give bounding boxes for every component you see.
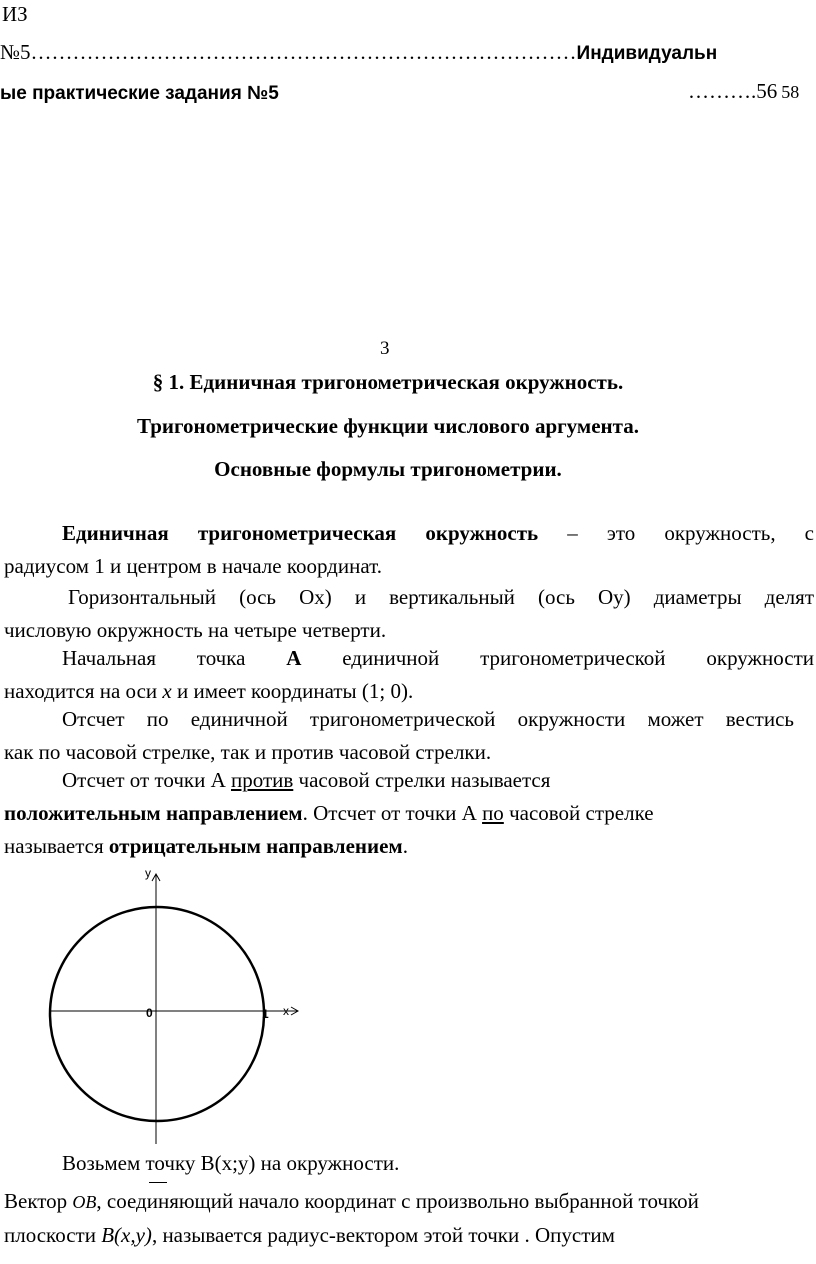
text-segment: плоскости xyxy=(4,1223,102,1247)
paragraph-line xyxy=(4,1219,814,1252)
section-subheading-2: Основные формулы тригонометрии. xyxy=(214,457,562,481)
text-segment: , соединяющий начало координат с произвольно выбранной точкой xyxy=(96,1189,699,1213)
paragraph-definition xyxy=(4,517,814,583)
axis-x-label: x xyxy=(162,679,172,703)
definition-text: – это окружность, с xyxy=(567,521,814,545)
paragraph-start-point xyxy=(4,642,814,708)
toc-title-part2: ые практические задания №5 xyxy=(0,83,279,104)
paragraph-line: Горизонтальный (ось Ох) и вертикальный (ось Оу) диаметры делят xyxy=(68,585,814,609)
paragraph-line xyxy=(4,797,814,830)
paragraph-line: Возьмем точку В(х;у) на окружности. xyxy=(62,1151,400,1175)
toc-page-ref xyxy=(688,79,799,104)
paragraph-line xyxy=(4,642,814,675)
paragraph-line: числовую окружность на четыре четверти. xyxy=(4,618,387,642)
text-segment: часовой стрелке xyxy=(503,801,654,825)
toc-title-part1: Индивидуальн xyxy=(576,43,718,64)
paragraph-line xyxy=(4,764,814,797)
toc-dots-2: ………. xyxy=(688,79,757,103)
vector-overline xyxy=(149,1182,167,1183)
page-number: 3 xyxy=(380,338,390,359)
y-axis-label: y xyxy=(145,866,151,880)
paragraph-direction xyxy=(4,703,794,769)
paragraph-line xyxy=(4,1185,814,1219)
point-b-coords: B(x,y) xyxy=(101,1223,152,1247)
underlined-against: против xyxy=(230,768,294,792)
paragraph-line: как по часовой стрелке, так и против часовой стрелки. xyxy=(4,740,492,764)
point-a-label: А xyxy=(286,646,302,670)
unit-label: 1 xyxy=(262,1007,269,1021)
x-axis-label: x xyxy=(283,1004,289,1018)
toc-page-number-2: 58 xyxy=(781,82,800,102)
origin-label: 0 xyxy=(146,1006,153,1020)
section-subheading-1: Тригонометрические функции числового аргумента. xyxy=(137,414,639,438)
paragraph-orientation xyxy=(4,764,814,863)
toc-page-number: 56 xyxy=(756,79,778,103)
term-unit-circle: Единичная тригонометрическая окружность xyxy=(62,521,539,545)
toc-line-2 xyxy=(0,40,717,65)
text-segment: Вектор xyxy=(4,1189,73,1213)
text-segment: Отсчет от точки А xyxy=(62,768,231,792)
section-heading: § 1. Единичная тригонометрическая окружность. xyxy=(152,370,624,394)
paragraph-point-b xyxy=(4,1147,814,1180)
text-segment: и имеет координаты (1; 0). xyxy=(176,679,414,703)
text-segment: часовой стрелки называется xyxy=(293,768,551,792)
unit-circle-figure xyxy=(40,862,310,1152)
term-negative-direction: отрицательным направлением xyxy=(108,834,403,858)
toc-line-1: ИЗ xyxy=(2,2,28,26)
text-segment: единичной тригонометрической окружности xyxy=(342,646,815,670)
term-positive-direction: положительным направлением xyxy=(4,801,303,825)
paragraph-radius-vector xyxy=(4,1185,814,1252)
toc-number: №5 xyxy=(0,40,31,64)
toc-dots: …………………………………………………………………… xyxy=(30,40,577,64)
text-segment: называется xyxy=(4,834,109,858)
vector-ob: OB xyxy=(72,1192,97,1212)
paragraph-line: радиусом 1 и центром в начале координат. xyxy=(4,554,382,578)
underlined-along: по xyxy=(482,801,504,825)
text-segment: . Отсчет от точки А xyxy=(302,801,483,825)
paragraph-line xyxy=(4,517,814,550)
text-segment: находится на оси xyxy=(4,679,158,703)
paragraph-diameters xyxy=(4,581,814,647)
text-segment: , называется радиус-вектором этой точки . Опустим xyxy=(151,1223,615,1247)
text-segment: . xyxy=(402,834,408,858)
text-segment: Начальная точка xyxy=(62,646,246,670)
unit-circle xyxy=(50,907,264,1121)
paragraph-line: Отсчет по единичной тригонометрической окружности может вестись xyxy=(62,707,794,731)
paragraph-line xyxy=(4,830,814,863)
